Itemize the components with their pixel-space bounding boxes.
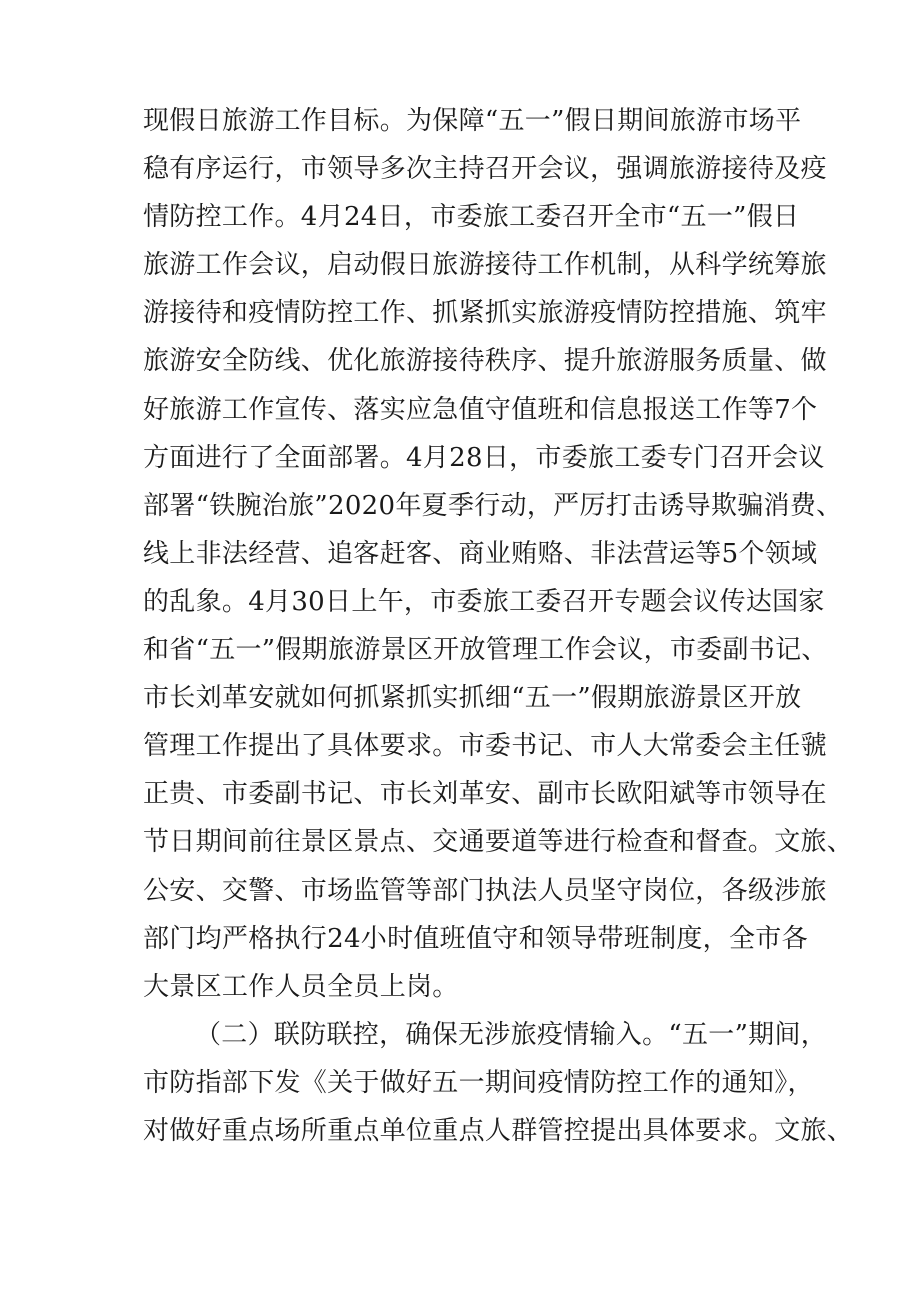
text-line: 正贵、市委副书记、市长刘革安、副市长欧阳斌等市领导在 bbox=[143, 779, 827, 810]
text-line: 部署“铁腕治旅”2020年夏季行动，严厉打击诱导欺骗消费、 bbox=[143, 490, 843, 521]
text-line: 市长刘革安就如何抓紧抓实抓细“五一”假期旅游景区开放 bbox=[143, 683, 802, 714]
text-line-last: 大景区工作人员全员上岗。 bbox=[143, 971, 459, 1002]
text-line: 旅游安全防线、优化旅游接待秩序、提升旅游服务质量、做 bbox=[143, 346, 827, 377]
text-line: 的乱象。4月30日上午，市委旅工委召开专题会议传达国家 bbox=[143, 586, 825, 617]
paragraph-1 bbox=[143, 97, 854, 1011]
text-line: 情防控工作。4月24日，市委旅工委召开全市“五一”假日 bbox=[143, 202, 800, 233]
text-line: 现假日旅游工作目标。为保障“五一”假日期间旅游市场平 bbox=[143, 106, 802, 136]
paragraph-2 bbox=[143, 1011, 854, 1155]
text-line: 线上非法经营、追客赶客、商业贿赂、非法营运等5个领域 bbox=[143, 538, 818, 569]
text-line: 节日期间前往景区景点、交通要道等进行检查和督查。文旅、 bbox=[143, 827, 854, 858]
text-line: 部门均严格执行24小时值班值守和领导带班制度，全市各 bbox=[143, 923, 808, 954]
text-line: 公安、交警、市场监管等部门执法人员坚守岗位，各级涉旅 bbox=[143, 875, 827, 906]
text-line: 对做好重点场所重点单位重点人群管控提出具体要求。文旅、 bbox=[143, 1115, 854, 1146]
text-line: 旅游工作会议，启动假日旅游接待工作机制，从科学统筹旅 bbox=[143, 250, 827, 281]
text-line: 和省“五一”假期旅游景区开放管理工作会议，市委副书记、 bbox=[143, 635, 828, 666]
text-line: 管理工作提出了具体要求。市委书记、市人大常委会主任虢 bbox=[143, 731, 827, 762]
text-line: 市防指部下发《关于做好五一期间疫情防控工作的通知》， bbox=[143, 1067, 814, 1098]
text-line: 方面进行了全面部署。4月28日，市委旅工委专门召开会议 bbox=[143, 442, 825, 473]
text-line: 好旅游工作宣传、落实应急值守值班和信息报送工作等7个 bbox=[143, 394, 818, 425]
text-line: 游接待和疫情防控工作、抓紧抓实旅游疫情防控措施、筑牢 bbox=[143, 298, 827, 329]
text-line: 稳有序运行，市领导多次主持召开会议，强调旅游接待及疫 bbox=[143, 154, 827, 185]
document-body bbox=[143, 97, 854, 1155]
section-heading-line: （二）联防联控，确保无涉旅疫情输入。“五一”期间， bbox=[195, 1019, 828, 1050]
